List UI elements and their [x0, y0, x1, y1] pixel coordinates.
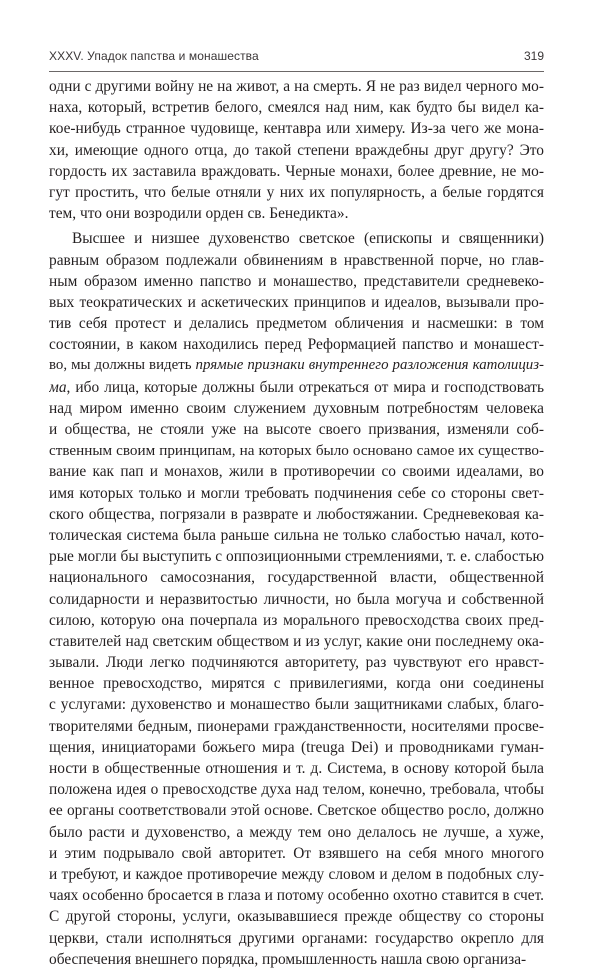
text-line: ным образом именно папство и монашество, представители средневеко-: [49, 272, 544, 290]
text-line: толическая система была раньше сильна не только слабостью начал, кото-: [49, 526, 544, 544]
text-line: было расти и духовенство, а между тем оно делалось не лучше, а хуже,: [49, 823, 544, 841]
text-line: и общества, не стояли уже на высоте своего призвания, изменяли соб-: [49, 421, 544, 438]
text-line: чаях особенно бросается в глаза и потому особенно охотно ставится в счет.: [49, 887, 544, 905]
text-line: наха, который, встретив белого, смеялся над ним, как будто бы видел ка-: [49, 99, 544, 117]
text-line: ского общества, погрязали в разврате и любостяжании. Средневековая ка-: [49, 505, 544, 523]
text-line: с услугами: духовенство и монашество были защитниками слабых, благо-: [49, 696, 544, 714]
text-line: церкви, стали исполняться другими органами: государство окрепло для: [49, 929, 544, 947]
emphasis-text: прямые признаки внутреннего разложения католициз-: [195, 357, 544, 374]
text-line: силою, которую она почерпала из морального превосходства своих пред-: [49, 611, 544, 629]
text-line: щения, инициаторами божьего мира (treuga Dei) и проводниками гуман-: [49, 738, 544, 756]
text-line: вание как пап и монахов, жили в противоречии со своими идеалами, во: [49, 463, 544, 481]
text-line: солидарности и неразвитостью личности, но была могуча и собственной: [49, 590, 544, 608]
page-number: 319: [523, 49, 544, 63]
text-line: гордость их заставила враждовать. Черные монахи, более древние, не мо-: [49, 162, 544, 180]
header-rule: [49, 71, 544, 72]
emphasis-text: ма: [49, 378, 67, 396]
text-line: национального самосознания, государственной власти, общественной: [49, 569, 544, 587]
text-line: имя которых только и могли требовать подчинения себе со стороны свет-: [49, 484, 544, 502]
text-line: Высшее и низшее духовенство светское (епископы и священники): [72, 230, 544, 248]
text-line: состоянии, в каком находились перед Реформацией папство и монашест-: [49, 336, 544, 354]
running-header: [49, 49, 544, 67]
text-line: ственным своим принципам, на которых было основано самое их существо-: [49, 442, 544, 460]
text-line: одни с другими войну не на живот, а на смерть. Я не раз видел черного мо-: [49, 78, 544, 95]
text-line: вых теократических и аскетических принципов и идеалов, вызывали про-: [49, 293, 544, 311]
text-line: рые могли бы выступить с оппозиционными стремлениями, т. е. слабостью: [49, 548, 544, 566]
text-line: ее органы соответствовали этой основе. Светское общество росло, должно: [49, 802, 544, 820]
text-line: гут простить, что белые отняли у них их популярность, а белые гордятся: [49, 183, 544, 201]
text-line: положена идея о превосходстве духа над телом, конечно, требовала, чтобы: [49, 781, 544, 799]
text-line: и требуют, и каждое противоречие между словом и делом в подобных слу-: [49, 865, 544, 883]
text-line: хи, имеющие одного отца, до такой степени враждебны друг другу? Это: [49, 141, 544, 159]
text-line: тем, что они возродили орден св. Бенедикта».: [49, 205, 349, 223]
text-line: ности в общественные отношения и т. д. Система, в основу которой была: [49, 760, 544, 777]
text-line: равным образом подлежали обвинениям в нравственной порче, но глав-: [49, 251, 544, 269]
text-line: кое-нибудь странное чудовище, кентавра или химеру. Из-за чего же мона-: [49, 120, 544, 138]
text-line: [49, 355, 544, 376]
text-line: [49, 377, 544, 398]
chapter-title: XXXV. Упадок папства и монашества: [49, 49, 259, 63]
text-line: творителями бедным, пионерами гражданственности, носителями просве-: [49, 717, 544, 735]
text-line: ставителей над светским обществом и из услуг, какие они последнему ока-: [49, 632, 544, 650]
text-line: венное превосходство, мирятся с привилегиями, когда они соединены: [49, 675, 544, 693]
text-line: обеспечения внешнего порядка, промышленность нашла свою организа-: [49, 950, 527, 968]
text-run: , ибо лица, которые должны были отрекаться от мира и господствовать: [66, 378, 544, 396]
text-line: зывали. Люди легко подчиняются авторитету, раз чувствуют его нравст-: [49, 654, 544, 672]
text-line: и этим подрывало свой авторитет. От взявшего на себя много многого: [49, 844, 544, 862]
text-line: тив себя протест и делались предметом обличения и насмешки: в том: [49, 315, 544, 333]
paragraph: [49, 228, 544, 970]
text-line: С другой стороны, услуги, оказывавшиеся прежде обществу со стороны: [49, 908, 544, 926]
paragraph: [49, 76, 544, 224]
body-text: [49, 76, 544, 970]
text-run: во, мы должны видеть: [49, 357, 196, 374]
text-line: над миром именно своим служением духовным потребностям человека: [49, 399, 544, 417]
